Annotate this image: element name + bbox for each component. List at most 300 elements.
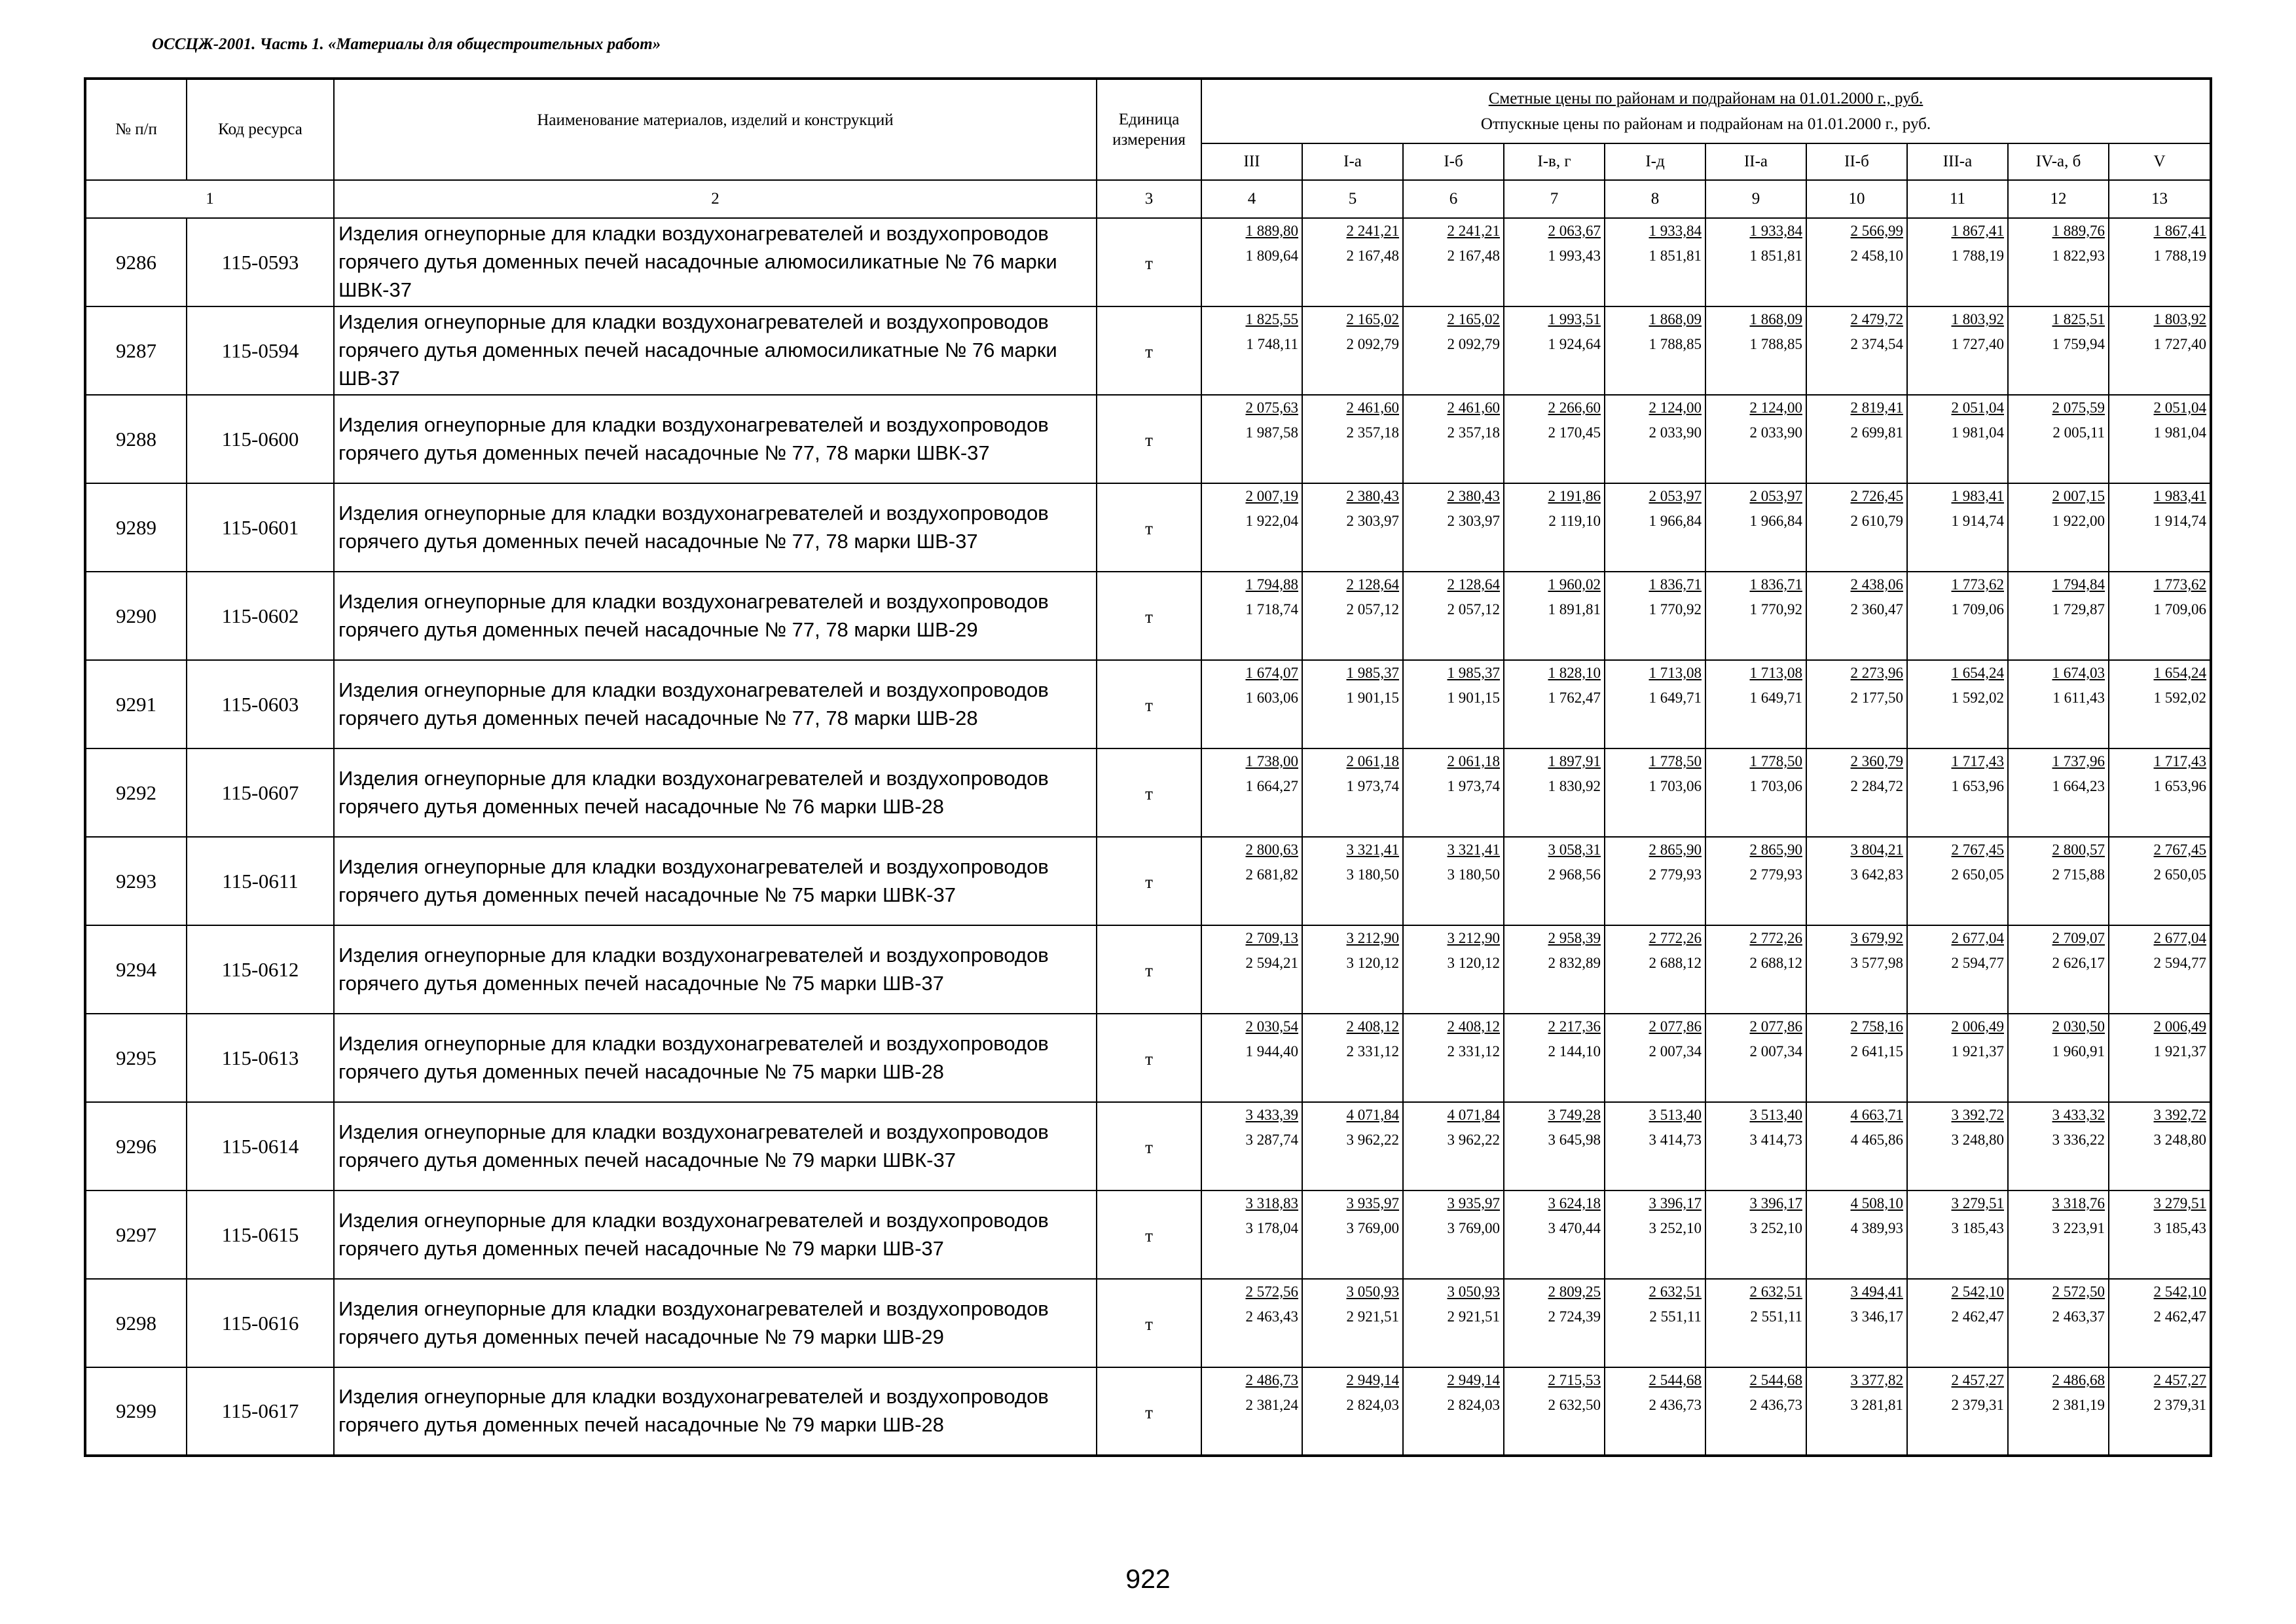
price-cell: [1403, 306, 1504, 395]
price-cell: [1605, 925, 1705, 1014]
estimated-price: 2 006,49: [2153, 1018, 2207, 1035]
selling-price: 1 960,91: [2052, 1043, 2105, 1060]
header-region: I-д: [1605, 143, 1705, 180]
selling-price: 2 779,93: [1649, 866, 1702, 883]
header-num: № п/п: [85, 79, 187, 180]
price-cell: [1403, 1014, 1504, 1102]
estimated-price: 1 778,50: [1749, 753, 1802, 769]
table-row: [85, 1367, 2211, 1456]
price-cell: [1806, 925, 1907, 1014]
selling-price: 2 381,19: [2052, 1397, 2105, 1413]
estimated-price: 3 749,28: [1548, 1107, 1601, 1123]
price-cell: [1705, 1102, 1806, 1190]
resource-code: 115-0615: [187, 1190, 334, 1279]
selling-price: 3 287,74: [1245, 1132, 1298, 1148]
selling-price: 1 966,84: [1649, 513, 1702, 529]
selling-price: 1 718,74: [1245, 601, 1298, 618]
price-cell: [1403, 218, 1504, 306]
unit-of-measure: т: [1097, 925, 1201, 1014]
selling-price: 2 626,17: [2052, 955, 2105, 971]
selling-price: 2 379,31: [2153, 1397, 2207, 1413]
price-cell: [2109, 483, 2211, 572]
row-number: 9290: [85, 572, 187, 660]
selling-price: 2 681,82: [1245, 866, 1298, 883]
table-row: [85, 218, 2211, 306]
selling-price: 3 336,22: [2052, 1132, 2105, 1148]
selling-price: 1 709,06: [1951, 601, 2004, 618]
selling-price: 2 033,90: [1749, 424, 1802, 441]
estimated-price: 1 713,08: [1649, 665, 1702, 681]
selling-price: 3 414,73: [1649, 1132, 1702, 1148]
row-number: 9298: [85, 1279, 187, 1367]
estimated-price: 1 933,84: [1749, 223, 1802, 239]
material-name: Изделия огнеупорные для кладки воздухонагревателей и воздухопроводов горячего дутья доменных печей насадочные № 77, 78 марки ШВ-28: [334, 660, 1097, 748]
selling-price: 1 727,40: [2153, 336, 2207, 352]
unit-of-measure: т: [1097, 660, 1201, 748]
unit-of-measure: т: [1097, 748, 1201, 837]
estimated-price: 2 542,10: [2153, 1283, 2207, 1300]
estimated-price: 2 380,43: [1447, 488, 1500, 504]
price-cell: [1705, 1279, 1806, 1367]
estimated-price: 1 983,41: [1951, 488, 2004, 504]
estimated-price: 1 867,41: [2153, 223, 2207, 239]
selling-price: 2 357,18: [1346, 424, 1399, 441]
estimated-price: 2 165,02: [1346, 311, 1399, 327]
table-row: [85, 395, 2211, 483]
price-cell: [1504, 1102, 1605, 1190]
estimated-price: 2 360,79: [1850, 753, 1903, 769]
resource-code: 115-0600: [187, 395, 334, 483]
unit-of-measure: т: [1097, 572, 1201, 660]
price-cell: [2109, 1190, 2211, 1279]
estimated-price: 2 572,56: [1245, 1283, 1298, 1300]
estimated-price: 2 709,13: [1245, 930, 1298, 946]
price-cell: [1806, 1367, 1907, 1456]
estimated-price: 2 677,04: [1951, 930, 2004, 946]
price-cell: [2008, 837, 2109, 925]
estimated-price: 1 985,37: [1447, 665, 1500, 681]
unit-of-measure: т: [1097, 1102, 1201, 1190]
price-cell: [1907, 306, 2008, 395]
header-column-number: 10: [1806, 180, 1907, 218]
header-region: II-а: [1705, 143, 1806, 180]
selling-price: 2 057,12: [1346, 601, 1399, 618]
row-number: 9287: [85, 306, 187, 395]
estimated-price: 2 077,86: [1749, 1018, 1802, 1035]
header-prices-selling: Отпускные цены по районам и подрайонам на 01.01.2000 г., руб.: [1480, 115, 1931, 133]
estimated-price: 3 279,51: [1951, 1195, 2004, 1211]
header-column-number: 2: [334, 180, 1097, 218]
selling-price: 1 788,85: [1749, 336, 1802, 352]
price-cell: [1504, 572, 1605, 660]
price-cell: [1806, 1014, 1907, 1102]
row-number: 9289: [85, 483, 187, 572]
price-cell: [1504, 1367, 1605, 1456]
price-cell: [1907, 395, 2008, 483]
estimated-price: 2 767,45: [1951, 841, 2004, 858]
price-cell: [1504, 1279, 1605, 1367]
estimated-price: 3 494,41: [1850, 1283, 1903, 1300]
header-column-number: 1: [85, 180, 334, 218]
price-cell: [1201, 660, 1302, 748]
selling-price: 2 462,47: [1951, 1308, 2004, 1325]
price-cell: [1504, 925, 1605, 1014]
estimated-price: 3 318,76: [2052, 1195, 2105, 1211]
header-region: I-в, г: [1504, 143, 1605, 180]
estimated-price: 2 632,51: [1649, 1283, 1702, 1300]
material-name: Изделия огнеупорные для кладки воздухонагревателей и воздухопроводов горячего дутья доменных печей насадочные № 79 марки ШВ-29: [334, 1279, 1097, 1367]
price-cell: [1605, 1367, 1705, 1456]
selling-price: 1 727,40: [1951, 336, 2004, 352]
price-cell: [2008, 306, 2109, 395]
selling-price: 1 891,81: [1548, 601, 1601, 618]
header-column-number: 12: [2008, 180, 2109, 218]
price-cell: [1403, 925, 1504, 1014]
price-cell: [1705, 1190, 1806, 1279]
estimated-price: 2 051,04: [1951, 399, 2004, 416]
estimated-price: 2 544,68: [1749, 1372, 1802, 1388]
selling-price: 2 832,89: [1548, 955, 1601, 971]
price-cell: [1302, 1279, 1403, 1367]
price-cell: [1907, 1190, 2008, 1279]
price-cell: [1907, 925, 2008, 1014]
selling-price: 1 901,15: [1346, 690, 1399, 706]
estimated-price: 2 124,00: [1749, 399, 1802, 416]
estimated-price: 2 677,04: [2153, 930, 2207, 946]
estimated-price: 1 737,96: [2052, 753, 2105, 769]
selling-price: 1 914,74: [2153, 513, 2207, 529]
estimated-price: 3 433,39: [1245, 1107, 1298, 1123]
selling-price: 2 167,48: [1447, 248, 1500, 264]
selling-price: 2 303,97: [1447, 513, 1500, 529]
row-number: 9295: [85, 1014, 187, 1102]
selling-price: 4 389,93: [1850, 1220, 1903, 1236]
price-cell: [1705, 1014, 1806, 1102]
estimated-price: 3 050,93: [1346, 1283, 1399, 1300]
price-cell: [1907, 1367, 2008, 1456]
estimated-price: 1 933,84: [1649, 223, 1702, 239]
selling-price: 4 465,86: [1850, 1132, 1903, 1148]
estimated-price: 1 717,43: [2153, 753, 2207, 769]
estimated-price: 3 377,82: [1850, 1372, 1903, 1388]
resource-code: 115-0603: [187, 660, 334, 748]
material-name: Изделия огнеупорные для кладки воздухонагревателей и воздухопроводов горячего дутья доменных печей насадочные алюмосиликатные № 76 марки ШВ-37: [334, 306, 1097, 395]
estimated-price: 3 804,21: [1850, 841, 1903, 858]
resource-code: 115-0593: [187, 218, 334, 306]
price-cell: [1201, 483, 1302, 572]
selling-price: 2 641,15: [1850, 1043, 1903, 1060]
table-row: [85, 1279, 2211, 1367]
estimated-price: 2 128,64: [1346, 576, 1399, 593]
price-cell: [1504, 306, 1605, 395]
selling-price: 3 180,50: [1346, 866, 1399, 883]
price-cell: [2109, 395, 2211, 483]
price-cell: [2008, 1014, 2109, 1102]
resource-code: 115-0602: [187, 572, 334, 660]
selling-price: 1 729,87: [2052, 601, 2105, 618]
price-cell: [1403, 572, 1504, 660]
header-column-number: 5: [1302, 180, 1403, 218]
selling-price: 1 822,93: [2052, 248, 2105, 264]
price-cell: [2109, 660, 2211, 748]
selling-price: 2 610,79: [1850, 513, 1903, 529]
price-cell: [1705, 837, 1806, 925]
selling-price: 1 851,81: [1749, 248, 1802, 264]
price-cell: [1605, 395, 1705, 483]
price-cell: [1605, 218, 1705, 306]
selling-price: 3 120,12: [1346, 955, 1399, 971]
selling-price: 3 120,12: [1447, 955, 1500, 971]
selling-price: 2 463,37: [2052, 1308, 2105, 1325]
row-number: 9292: [85, 748, 187, 837]
price-cell: [1302, 1014, 1403, 1102]
selling-price: 2 921,51: [1447, 1308, 1500, 1325]
selling-price: 1 592,02: [2153, 690, 2207, 706]
header-region: III-а: [1907, 143, 2008, 180]
selling-price: 2 650,05: [2153, 866, 2207, 883]
estimated-price: 2 061,18: [1447, 753, 1500, 769]
price-cell: [1201, 837, 1302, 925]
price-cell: [1403, 1190, 1504, 1279]
price-cell: [1302, 748, 1403, 837]
table-row: [85, 925, 2211, 1014]
selling-price: 2 170,45: [1548, 424, 1601, 441]
header-column-number: 6: [1403, 180, 1504, 218]
header-prices-estimated: Сметные цены по районам и подрайонам на 01.01.2000 г., руб.: [1488, 89, 1923, 107]
table-row: [85, 483, 2211, 572]
selling-price: 2 092,79: [1346, 336, 1399, 352]
estimated-price: 2 772,26: [1649, 930, 1702, 946]
price-cell: [1705, 925, 1806, 1014]
price-cell: [1201, 1102, 1302, 1190]
price-cell: [1201, 306, 1302, 395]
price-cell: [1605, 1279, 1705, 1367]
selling-price: 3 185,43: [2153, 1220, 2207, 1236]
selling-price: 1 703,06: [1649, 778, 1702, 794]
price-cell: [1806, 1102, 1907, 1190]
price-cell: [1302, 837, 1403, 925]
selling-price: 2 303,97: [1346, 513, 1399, 529]
price-cell: [1806, 306, 1907, 395]
estimated-price: 1 985,37: [1346, 665, 1399, 681]
estimated-price: 2 767,45: [2153, 841, 2207, 858]
unit-of-measure: т: [1097, 1190, 1201, 1279]
price-cell: [1201, 395, 1302, 483]
selling-price: 2 715,88: [2052, 866, 2105, 883]
selling-price: 2 824,03: [1447, 1397, 1500, 1413]
price-cell: [2008, 660, 2109, 748]
table-row: [85, 306, 2211, 395]
selling-price: 1 759,94: [2052, 336, 2105, 352]
estimated-price: 1 803,92: [2153, 311, 2207, 327]
resource-code: 115-0612: [187, 925, 334, 1014]
selling-price: 1 788,19: [1951, 248, 2004, 264]
material-name: Изделия огнеупорные для кладки воздухонагревателей и воздухопроводов горячего дутья доменных печей насадочные № 77, 78 марки ШВ-37: [334, 483, 1097, 572]
selling-price: 3 414,73: [1749, 1132, 1802, 1148]
selling-price: 2 177,50: [1850, 690, 1903, 706]
estimated-price: 2 241,21: [1346, 223, 1399, 239]
estimated-price: 2 809,25: [1548, 1283, 1601, 1300]
header-column-number: 3: [1097, 180, 1201, 218]
price-cell: [1705, 572, 1806, 660]
selling-price: 1 993,43: [1548, 248, 1601, 264]
estimated-price: 4 071,84: [1346, 1107, 1399, 1123]
price-cell: [1806, 395, 1907, 483]
selling-price: 1 973,74: [1346, 778, 1399, 794]
selling-price: 2 824,03: [1346, 1397, 1399, 1413]
price-cell: [1605, 306, 1705, 395]
price-cell: [2109, 218, 2211, 306]
estimated-price: 1 654,24: [1951, 665, 2004, 681]
material-name: Изделия огнеупорные для кладки воздухонагревателей и воздухопроводов горячего дутья доменных печей насадочные № 76 марки ШВ-28: [334, 748, 1097, 837]
unit-of-measure: т: [1097, 483, 1201, 572]
estimated-price: 2 191,86: [1548, 488, 1601, 504]
estimated-price: 1 825,55: [1245, 311, 1298, 327]
selling-price: 1 664,23: [2052, 778, 2105, 794]
price-cell: [2008, 1190, 2109, 1279]
estimated-price: 2 632,51: [1749, 1283, 1802, 1300]
estimated-price: 1 717,43: [1951, 753, 2004, 769]
price-cell: [1504, 1014, 1605, 1102]
price-cell: [1403, 395, 1504, 483]
estimated-price: 2 865,90: [1749, 841, 1802, 858]
estimated-price: 2 542,10: [1951, 1283, 2004, 1300]
selling-price: 3 252,10: [1749, 1220, 1802, 1236]
estimated-price: 2 486,68: [2052, 1372, 2105, 1388]
selling-price: 2 331,12: [1346, 1043, 1399, 1060]
price-table: [84, 77, 2212, 1457]
selling-price: 3 346,17: [1850, 1308, 1903, 1325]
header-column-number: 13: [2109, 180, 2211, 218]
material-name: Изделия огнеупорные для кладки воздухонагревателей и воздухопроводов горячего дутья доменных печей насадочные № 75 марки ШВ-37: [334, 925, 1097, 1014]
selling-price: 2 436,73: [1749, 1397, 1802, 1413]
price-cell: [1302, 660, 1403, 748]
resource-code: 115-0617: [187, 1367, 334, 1456]
resource-code: 115-0607: [187, 748, 334, 837]
material-name: Изделия огнеупорные для кладки воздухонагревателей и воздухопроводов горячего дутья доменных печей насадочные алюмосиликатные № 76 марки ШВК-37: [334, 218, 1097, 306]
resource-code: 115-0594: [187, 306, 334, 395]
price-cell: [1705, 483, 1806, 572]
selling-price: 2 374,54: [1850, 336, 1903, 352]
price-cell: [1705, 218, 1806, 306]
price-cell: [1403, 837, 1504, 925]
header-code: Код ресурса: [187, 79, 334, 180]
selling-price: 1 788,85: [1649, 336, 1702, 352]
estimated-price: 3 433,32: [2052, 1107, 2105, 1123]
estimated-price: 3 935,97: [1447, 1195, 1500, 1211]
price-cell: [1907, 1279, 2008, 1367]
header-prices: [1201, 79, 2211, 143]
selling-price: 2 057,12: [1447, 601, 1500, 618]
selling-price: 1 653,96: [2153, 778, 2207, 794]
selling-price: 3 248,80: [2153, 1132, 2207, 1148]
material-name: Изделия огнеупорные для кладки воздухонагревателей и воздухопроводов горячего дутья доменных печей насадочные № 79 марки ШВК-37: [334, 1102, 1097, 1190]
selling-price: 1 944,40: [1245, 1043, 1298, 1060]
estimated-price: 2 438,06: [1850, 576, 1903, 593]
price-cell: [1806, 837, 1907, 925]
row-number: 9296: [85, 1102, 187, 1190]
selling-price: 2 699,81: [1850, 424, 1903, 441]
header-column-number: 9: [1705, 180, 1806, 218]
table-row: [85, 837, 2211, 925]
price-cell: [1806, 1190, 1907, 1279]
estimated-price: 1 713,08: [1749, 665, 1802, 681]
price-cell: [2008, 572, 2109, 660]
price-cell: [1705, 395, 1806, 483]
selling-price: 1 649,71: [1649, 690, 1702, 706]
price-cell: [1403, 660, 1504, 748]
table-row: [85, 572, 2211, 660]
price-cell: [1806, 748, 1907, 837]
price-cell: [1907, 572, 2008, 660]
estimated-price: 1 825,51: [2052, 311, 2105, 327]
price-cell: [1504, 748, 1605, 837]
selling-price: 3 470,44: [1548, 1220, 1601, 1236]
selling-price: 1 748,11: [1246, 336, 1298, 352]
price-cell: [1806, 218, 1907, 306]
price-cell: [2109, 1102, 2211, 1190]
unit-of-measure: т: [1097, 218, 1201, 306]
price-cell: [1201, 1367, 1302, 1456]
selling-price: 1 851,81: [1649, 248, 1702, 264]
estimated-price: 2 544,68: [1649, 1372, 1702, 1388]
price-cell: [1201, 748, 1302, 837]
selling-price: 1 709,06: [2153, 601, 2207, 618]
resource-code: 115-0611: [187, 837, 334, 925]
estimated-price: 3 321,41: [1346, 841, 1399, 858]
price-cell: [1302, 483, 1403, 572]
estimated-price: 3 396,17: [1649, 1195, 1702, 1211]
price-cell: [1201, 1279, 1302, 1367]
estimated-price: 4 663,71: [1850, 1107, 1903, 1123]
price-cell: [1302, 218, 1403, 306]
estimated-price: 1 993,51: [1548, 311, 1601, 327]
selling-price: 1 830,92: [1548, 778, 1601, 794]
price-cell: [1302, 925, 1403, 1014]
selling-price: 1 914,74: [1951, 513, 2004, 529]
estimated-price: 2 053,97: [1749, 488, 1802, 504]
estimated-price: 3 392,72: [2153, 1107, 2207, 1123]
selling-price: 3 248,80: [1951, 1132, 2004, 1148]
table-row: [85, 748, 2211, 837]
price-cell: [1705, 660, 1806, 748]
selling-price: 2 119,10: [1548, 513, 1601, 529]
selling-price: 2 005,11: [2052, 424, 2105, 441]
estimated-price: 2 572,50: [2052, 1283, 2105, 1300]
selling-price: 1 981,04: [1951, 424, 2004, 441]
selling-price: 2 463,43: [1245, 1308, 1298, 1325]
selling-price: 1 981,04: [2153, 424, 2207, 441]
estimated-price: 3 513,40: [1649, 1107, 1702, 1123]
selling-price: 3 223,91: [2052, 1220, 2105, 1236]
selling-price: 2 779,93: [1749, 866, 1802, 883]
estimated-price: 2 486,73: [1245, 1372, 1298, 1388]
selling-price: 1 987,58: [1245, 424, 1298, 441]
estimated-price: 2 457,27: [1951, 1372, 2004, 1388]
selling-price: 2 167,48: [1346, 248, 1399, 264]
price-cell: [1705, 1367, 1806, 1456]
price-cell: [1907, 1102, 2008, 1190]
estimated-price: 2 758,16: [1850, 1018, 1903, 1035]
estimated-price: 2 030,50: [2052, 1018, 2105, 1035]
selling-price: 1 770,92: [1649, 601, 1702, 618]
header-region: IV-а, б: [2008, 143, 2109, 180]
selling-price: 1 921,37: [2153, 1043, 2207, 1060]
selling-price: 3 642,83: [1850, 866, 1903, 883]
selling-price: 2 688,12: [1649, 955, 1702, 971]
price-cell: [1806, 483, 1907, 572]
selling-price: 2 379,31: [1951, 1397, 2004, 1413]
